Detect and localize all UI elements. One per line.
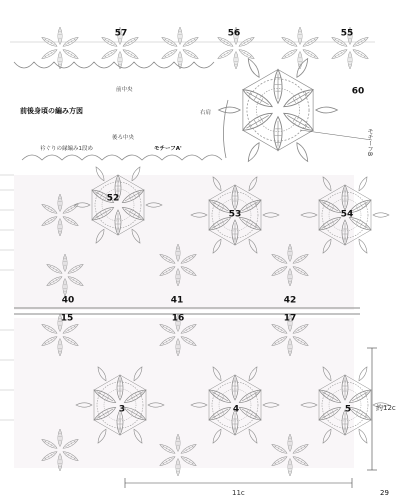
- neck-scallop-back: [22, 155, 222, 160]
- motif-label-56: 56: [227, 28, 241, 39]
- motif-label-54: 54: [340, 209, 354, 220]
- motif-label-4: 4: [232, 404, 240, 415]
- motif-label-17: 17: [283, 313, 297, 324]
- note-back-center: 後ろ中央: [112, 135, 135, 141]
- note-front-center: 前中央: [116, 87, 133, 93]
- motif-label-41: 41: [170, 295, 184, 306]
- note-neckline: 衿ぐりの縁編み1段め: [40, 146, 93, 152]
- motif-label-16: 16: [171, 313, 185, 324]
- pointer-60: [300, 130, 372, 140]
- motif-label-55: 55: [340, 28, 354, 39]
- motif-label-52: 52: [106, 193, 120, 204]
- page-number: 29: [380, 489, 389, 497]
- motif-label-40: 40: [61, 295, 75, 306]
- note-motif-b: モチーフB: [366, 128, 373, 157]
- motif-label-60: 60: [351, 86, 365, 97]
- width-dimension-label: 11c: [232, 489, 245, 497]
- motif-label-53: 53: [228, 209, 242, 220]
- motif-label-42: 42: [283, 295, 297, 306]
- motif-label-5: 5: [344, 404, 352, 415]
- height-dimension-label: 約12c: [376, 404, 396, 412]
- neck-scallop-top: [14, 62, 214, 68]
- motif-label-15: 15: [60, 313, 74, 324]
- motif-label-3: 3: [118, 404, 126, 415]
- chart-title: 前後身頃の編み方図: [20, 107, 83, 115]
- note-right-shoulder: 右肩: [200, 110, 212, 116]
- left-guides: [0, 175, 14, 420]
- motif-label-57: 57: [114, 28, 128, 39]
- motif-top-right: [281, 27, 319, 69]
- shoulder-edge: [223, 100, 228, 158]
- note-motif-a: モチーフA': [154, 146, 182, 152]
- motif-60: [219, 57, 338, 163]
